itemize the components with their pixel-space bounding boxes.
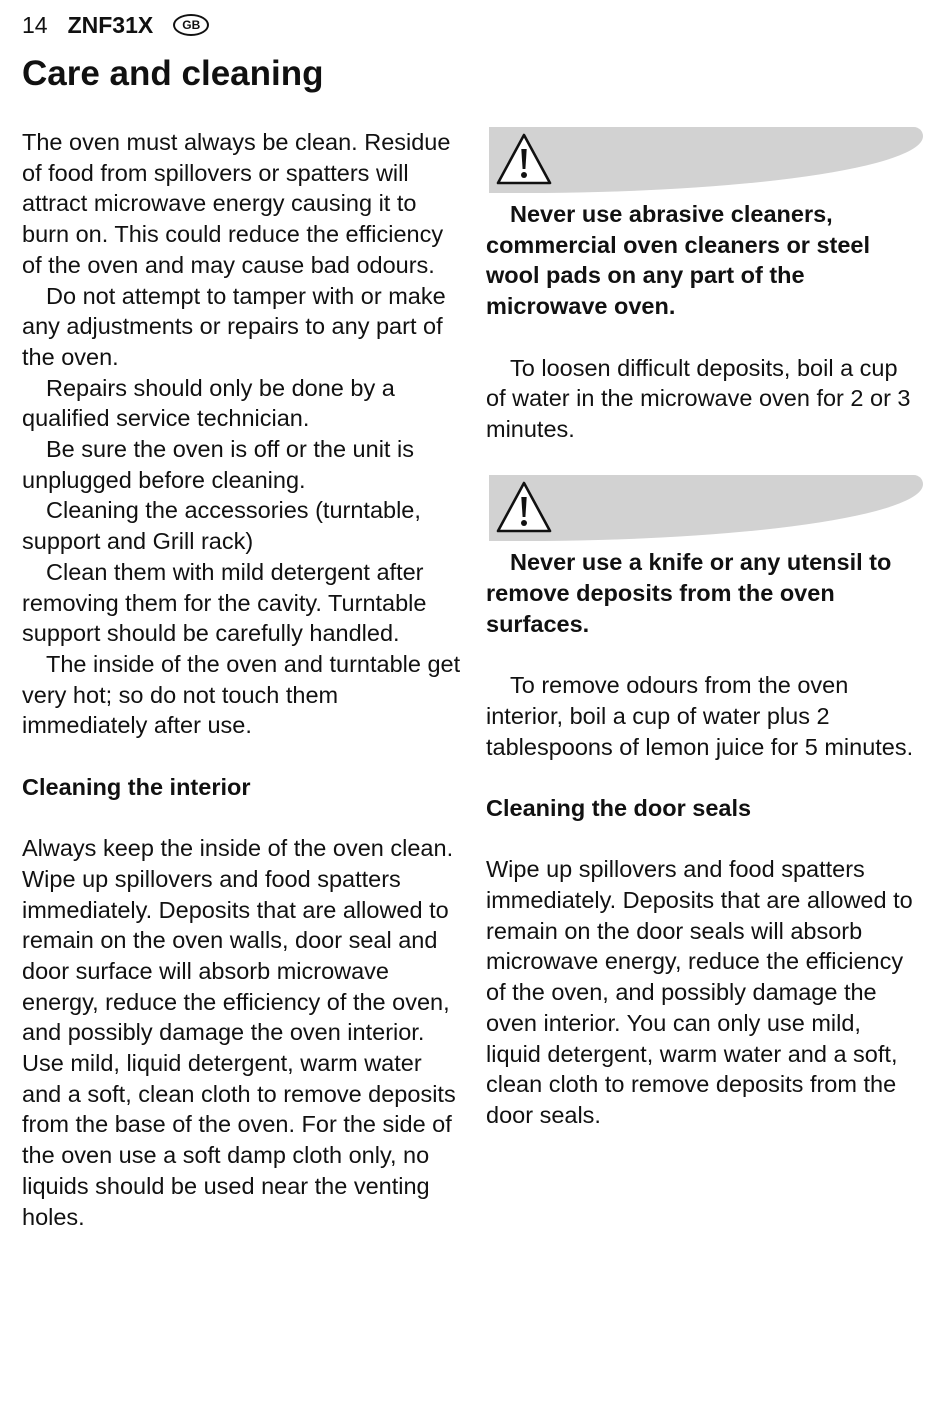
intro-paragraph: Repairs should only be done by a qualified service technician. <box>22 374 395 432</box>
right-column <box>486 127 922 1131</box>
intro-paragraph: The oven must always be clean. Residue of food from spillovers or spatters will attract microwave energy causing it to burn on. This could reduce the efficiency of the oven and may cause bad odours. <box>22 129 451 278</box>
tip-paragraph: To remove odours from the oven interior, boil a cup of water plus 2 tablespoons of lemon juice for 5 minutes. <box>486 672 914 760</box>
model-name: ZNF31X <box>67 11 154 38</box>
section-heading-door-seals: Cleaning the door seals <box>486 794 752 821</box>
interior-paragraph: Always keep the inside of the oven clean. Wipe up spillovers and food spatters immediately. Deposits that are allowed to remain on the oven walls, door seal and door surface will absorb microwave energy, reduce the efficiency of the oven, and possibly damage the oven interior. Use mild, liquid detergent, warm water and a soft, clean cloth to remove deposits from the base of the oven. For the side of the oven use a soft damp cloth only, no liquids should be used near the venting holes. <box>22 835 456 1230</box>
warning-text: Never use abrasive cleaners, commercial oven cleaners or steel wool pads on any part of the microwave oven. <box>486 201 871 320</box>
intro-paragraph: Be sure the oven is off or the unit is unplugged before cleaning. <box>22 436 414 493</box>
page-number: 14 <box>22 11 48 38</box>
intro-paragraph: Clean them with mild detergent after removing them for the cavity. Turntable support should be carefully handled. <box>22 558 427 647</box>
section-heading-interior: Cleaning the interior <box>22 773 251 800</box>
warning-banner <box>489 127 923 193</box>
warning-triangle-icon <box>495 480 553 534</box>
warning-banner <box>489 475 923 541</box>
page-header <box>22 8 209 42</box>
warning-triangle-icon <box>495 132 553 186</box>
intro-paragraph: Cleaning the accessories (turntable, support and Grill rack) <box>22 497 421 555</box>
warning-text: Never use a knife or any utensil to remove deposits from the oven surfaces. <box>486 549 892 637</box>
intro-paragraph: The inside of the oven and turntable get very hot; so do not touch them immediately after use. <box>22 650 461 739</box>
tip-paragraph: To loosen difficult deposits, boil a cup of water in the microwave oven for 2 or 3 minutes. <box>486 354 911 442</box>
door-seals-paragraph: Wipe up spillovers and food spatters immediately. Deposits that are allowed to remain on the door seals will absorb microwave energy, reduce the efficiency of the oven, and possibly damage the oven interior. You can only use mild, liquid detergent, warm water and a soft, clean cloth to remove deposits from the door seals. <box>486 856 913 1128</box>
intro-paragraph: Do not attempt to tamper with or make any adjustments or repairs to any part of the oven. <box>22 282 446 370</box>
region-badge: GB <box>173 14 209 36</box>
left-column <box>22 127 467 1232</box>
page-title: Care and cleaning <box>22 54 324 93</box>
